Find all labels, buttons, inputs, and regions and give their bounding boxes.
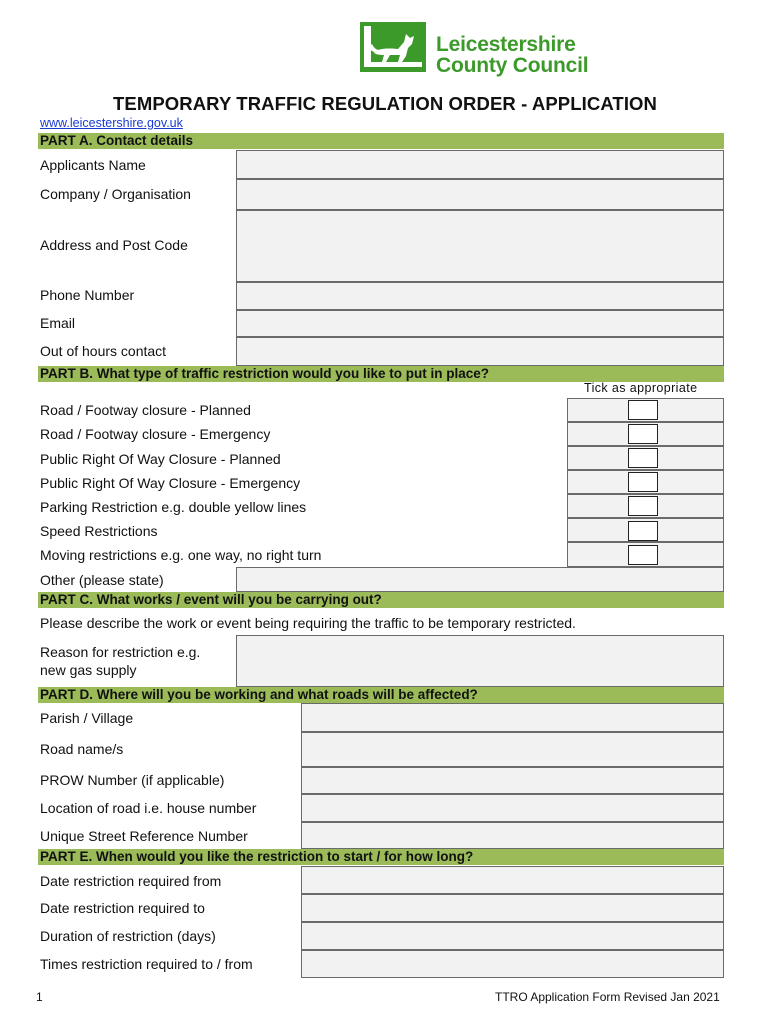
option-checkbox[interactable] [628, 545, 658, 565]
email-label: Email [40, 315, 76, 331]
other-label: Other (please state) [40, 572, 164, 588]
parish-label: Parish / Village [40, 710, 134, 726]
date-from-label: Date restriction required from [40, 873, 222, 889]
council-name [436, 34, 588, 76]
usrn-field[interactable] [301, 822, 724, 849]
option-checkbox[interactable] [628, 424, 658, 444]
applicants-name-field[interactable] [236, 150, 724, 179]
option-label: Moving restrictions e.g. one way, no right turn [40, 547, 322, 563]
revision-note: TTRO Application Form Revised Jan 2021 [495, 990, 720, 1004]
company-field[interactable] [236, 179, 724, 210]
council-logo-icon [360, 22, 426, 72]
location-label: Location of road i.e. house number [40, 800, 257, 816]
option-label: Road / Footway closure - Planned [40, 402, 251, 418]
date-from-field[interactable] [301, 866, 724, 894]
part-d-heading: PART D. Where will you be working and what roads will be affected? [38, 687, 724, 703]
option-label: Speed Restrictions [40, 523, 158, 539]
part-b-heading: PART B. What type of traffic restriction would you like to put in place? [38, 366, 724, 382]
instruction-text: Please describe the work or event being requiring the traffic to be temporary restricted. [40, 615, 576, 631]
parish-field[interactable] [301, 703, 724, 732]
part-e-heading: PART E. When would you like the restriction to start / for how long? [38, 849, 724, 865]
date-to-label: Date restriction required to [40, 900, 205, 916]
company-label: Company / Organisation [40, 186, 191, 202]
option-checkbox[interactable] [628, 400, 658, 420]
duration-field[interactable] [301, 922, 724, 950]
tick-note: Tick as appropriate [584, 381, 698, 395]
reason-label [40, 643, 200, 679]
part-c-heading: PART C. What works / event will you be carrying out? [38, 592, 724, 608]
times-field[interactable] [301, 950, 724, 978]
part-a-heading: PART A. Contact details [38, 133, 724, 149]
council-name-line1: Leicestershire [436, 33, 576, 56]
out-of-hours-label: Out of hours contact [40, 343, 167, 359]
applicants-name-label: Applicants Name [40, 157, 146, 173]
address-label: Address and Post Code [40, 237, 188, 253]
usrn-label: Unique Street Reference Number [40, 828, 248, 844]
option-label: Public Right Of Way Closure - Emergency [40, 475, 301, 491]
option-checkbox[interactable] [628, 448, 658, 468]
location-field[interactable] [301, 794, 724, 822]
council-name-line2: County Council [436, 54, 589, 77]
prow-field[interactable] [301, 767, 724, 794]
option-label: Road / Footway closure - Emergency [40, 426, 271, 442]
website-link[interactable]: www.leicestershire.gov.uk [40, 116, 183, 130]
road-name-label: Road name/s [40, 741, 124, 757]
road-name-field[interactable] [301, 732, 724, 767]
page-number: 1 [36, 990, 43, 1004]
page-title: TEMPORARY TRAFFIC REGULATION ORDER - APPLICATION [112, 93, 658, 114]
reason-field[interactable] [236, 635, 724, 687]
option-label: Parking Restriction e.g. double yellow lines [40, 499, 307, 515]
phone-field[interactable] [236, 282, 724, 310]
reason-label-line2: new gas supply [40, 662, 137, 678]
date-to-field[interactable] [301, 894, 724, 922]
option-label: Public Right Of Way Closure - Planned [40, 451, 281, 467]
duration-label: Duration of restriction (days) [40, 928, 216, 944]
option-checkbox[interactable] [628, 472, 658, 492]
option-checkbox[interactable] [628, 521, 658, 541]
prow-label: PROW Number (if applicable) [40, 772, 225, 788]
times-label: Times restriction required to / from [40, 956, 253, 972]
email-field[interactable] [236, 310, 724, 337]
option-checkbox[interactable] [628, 496, 658, 516]
other-field[interactable] [236, 567, 724, 592]
address-field[interactable] [236, 210, 724, 282]
phone-label: Phone Number [40, 287, 135, 303]
reason-label-line1: Reason for restriction e.g. [40, 644, 201, 660]
out-of-hours-field[interactable] [236, 337, 724, 366]
